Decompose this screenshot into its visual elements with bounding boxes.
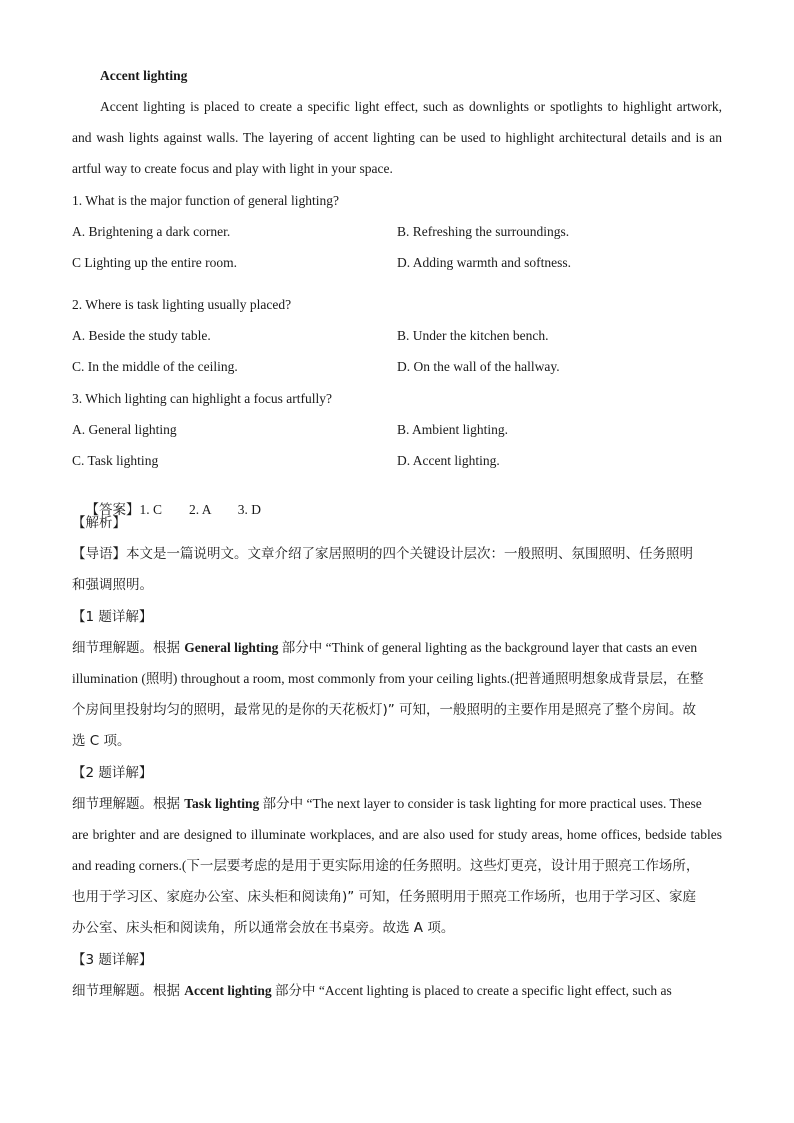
answer-text: 1. C 2. A 3. D: [139, 502, 262, 517]
question-3-stem: 3. Which lighting can highlight a focus artfully?: [72, 391, 332, 406]
detail-3-line-1: [72, 982, 722, 1000]
detail-3-rest: 部分中 “Accent lighting is placed to create a specific light effect, such as: [271, 983, 672, 998]
detail-2-line-2: are brighter and are designed to illuminate workplaces, and are also used for study areas, home offices, bedside tables: [72, 827, 722, 842]
detail-3-prefix: 细节理解题。根据: [72, 983, 185, 999]
passage-line-1: Accent lighting is placed to create a specific light effect, such as downlights or spotlights to highlight artwork,: [100, 99, 722, 114]
detail-1-prefix: 细节理解题。根据: [72, 640, 185, 656]
detail-2-prefix: 细节理解题。根据: [72, 796, 185, 812]
question-1-option-a: A. Brightening a dark corner.: [72, 224, 231, 239]
detail-1-line-2: illumination (照明) throughout a room, most commonly from your ceiling lights.(把普通照明想象成背景层，在整: [72, 671, 704, 686]
guide-text: 本文是一篇说明文。文章介绍了家居照明的四个关键设计层次：一般照明、氛围照明、任务照明: [126, 546, 693, 562]
question-2-option-a: A. Beside the study table.: [72, 328, 211, 343]
detail-2-rest: 部分中 “The next layer to consider is task lighting for more practical uses. These: [259, 796, 702, 811]
detail-1-heading: 【1 题详解】: [72, 609, 153, 625]
answer-label: 【答案】: [85, 502, 140, 518]
question-1-option-b: B. Refreshing the surroundings.: [397, 224, 570, 239]
detail-1-line-1: [72, 639, 722, 657]
question-1-option-c: C Lighting up the entire room.: [72, 255, 237, 270]
detail-3-heading: 【3 题详解】: [72, 952, 153, 968]
section-title: Accent lighting: [100, 68, 188, 83]
guide-label: 【导语】: [72, 546, 126, 562]
guide-line-2: 和强调照明。: [72, 577, 153, 593]
detail-1-line-3: 个房间里投射均匀的照明，最常见的是你的天花板灯)” 可知，一般照明的主要作用是照亮了整个房间。故: [72, 702, 697, 718]
guide-line-1: [72, 545, 722, 563]
detail-1-rest: 部分中 “Think of general lighting as the background layer that casts an even: [278, 640, 698, 655]
detail-2-line-5: 办公室、床头柜和阅读角，所以通常会放在书桌旁。故选 A 项。: [72, 920, 455, 936]
question-2-stem: 2. Where is task lighting usually placed?: [72, 297, 292, 312]
detail-1-line-4: 选 C 项。: [72, 733, 131, 749]
detail-2-line-1: [72, 795, 722, 813]
question-3-option-c: C. Task lighting: [72, 453, 159, 468]
detail-2-heading: 【2 题详解】: [72, 765, 153, 781]
detail-1-keyword: General lighting: [184, 640, 279, 655]
detail-2-keyword: Task lighting: [184, 796, 260, 811]
question-1-stem: 1. What is the major function of general lighting?: [72, 193, 340, 208]
question-3-option-d: D. Accent lighting.: [397, 453, 500, 468]
question-3-option-b: B. Ambient lighting.: [397, 422, 509, 437]
detail-3-keyword: Accent lighting: [184, 983, 272, 998]
detail-2-line-3: and reading corners.(下一层要考虑的是用于更实际用途的任务照明。这些灯更亮，设计用于照亮工作场所，: [72, 858, 700, 873]
passage-line-2: and wash lights against walls. The layering of accent lighting can be used to highlight architectural details and is an: [72, 130, 722, 145]
question-1-option-d: D. Adding warmth and softness.: [397, 255, 571, 270]
question-2-option-b: B. Under the kitchen bench.: [397, 328, 549, 343]
question-2-option-c: C. In the middle of the ceiling.: [72, 359, 238, 374]
analysis-label: 【解析】: [72, 515, 126, 531]
detail-2-line-4: 也用于学习区、家庭办公室、床头柜和阅读角)” 可知，任务照明用于照亮工作场所，也用于学习区、家庭: [72, 889, 697, 905]
passage-line-3: artful way to create focus and play with light in your space.: [72, 161, 393, 176]
question-2-option-d: D. On the wall of the hallway.: [397, 359, 560, 374]
question-3-option-a: A. General lighting: [72, 422, 177, 437]
